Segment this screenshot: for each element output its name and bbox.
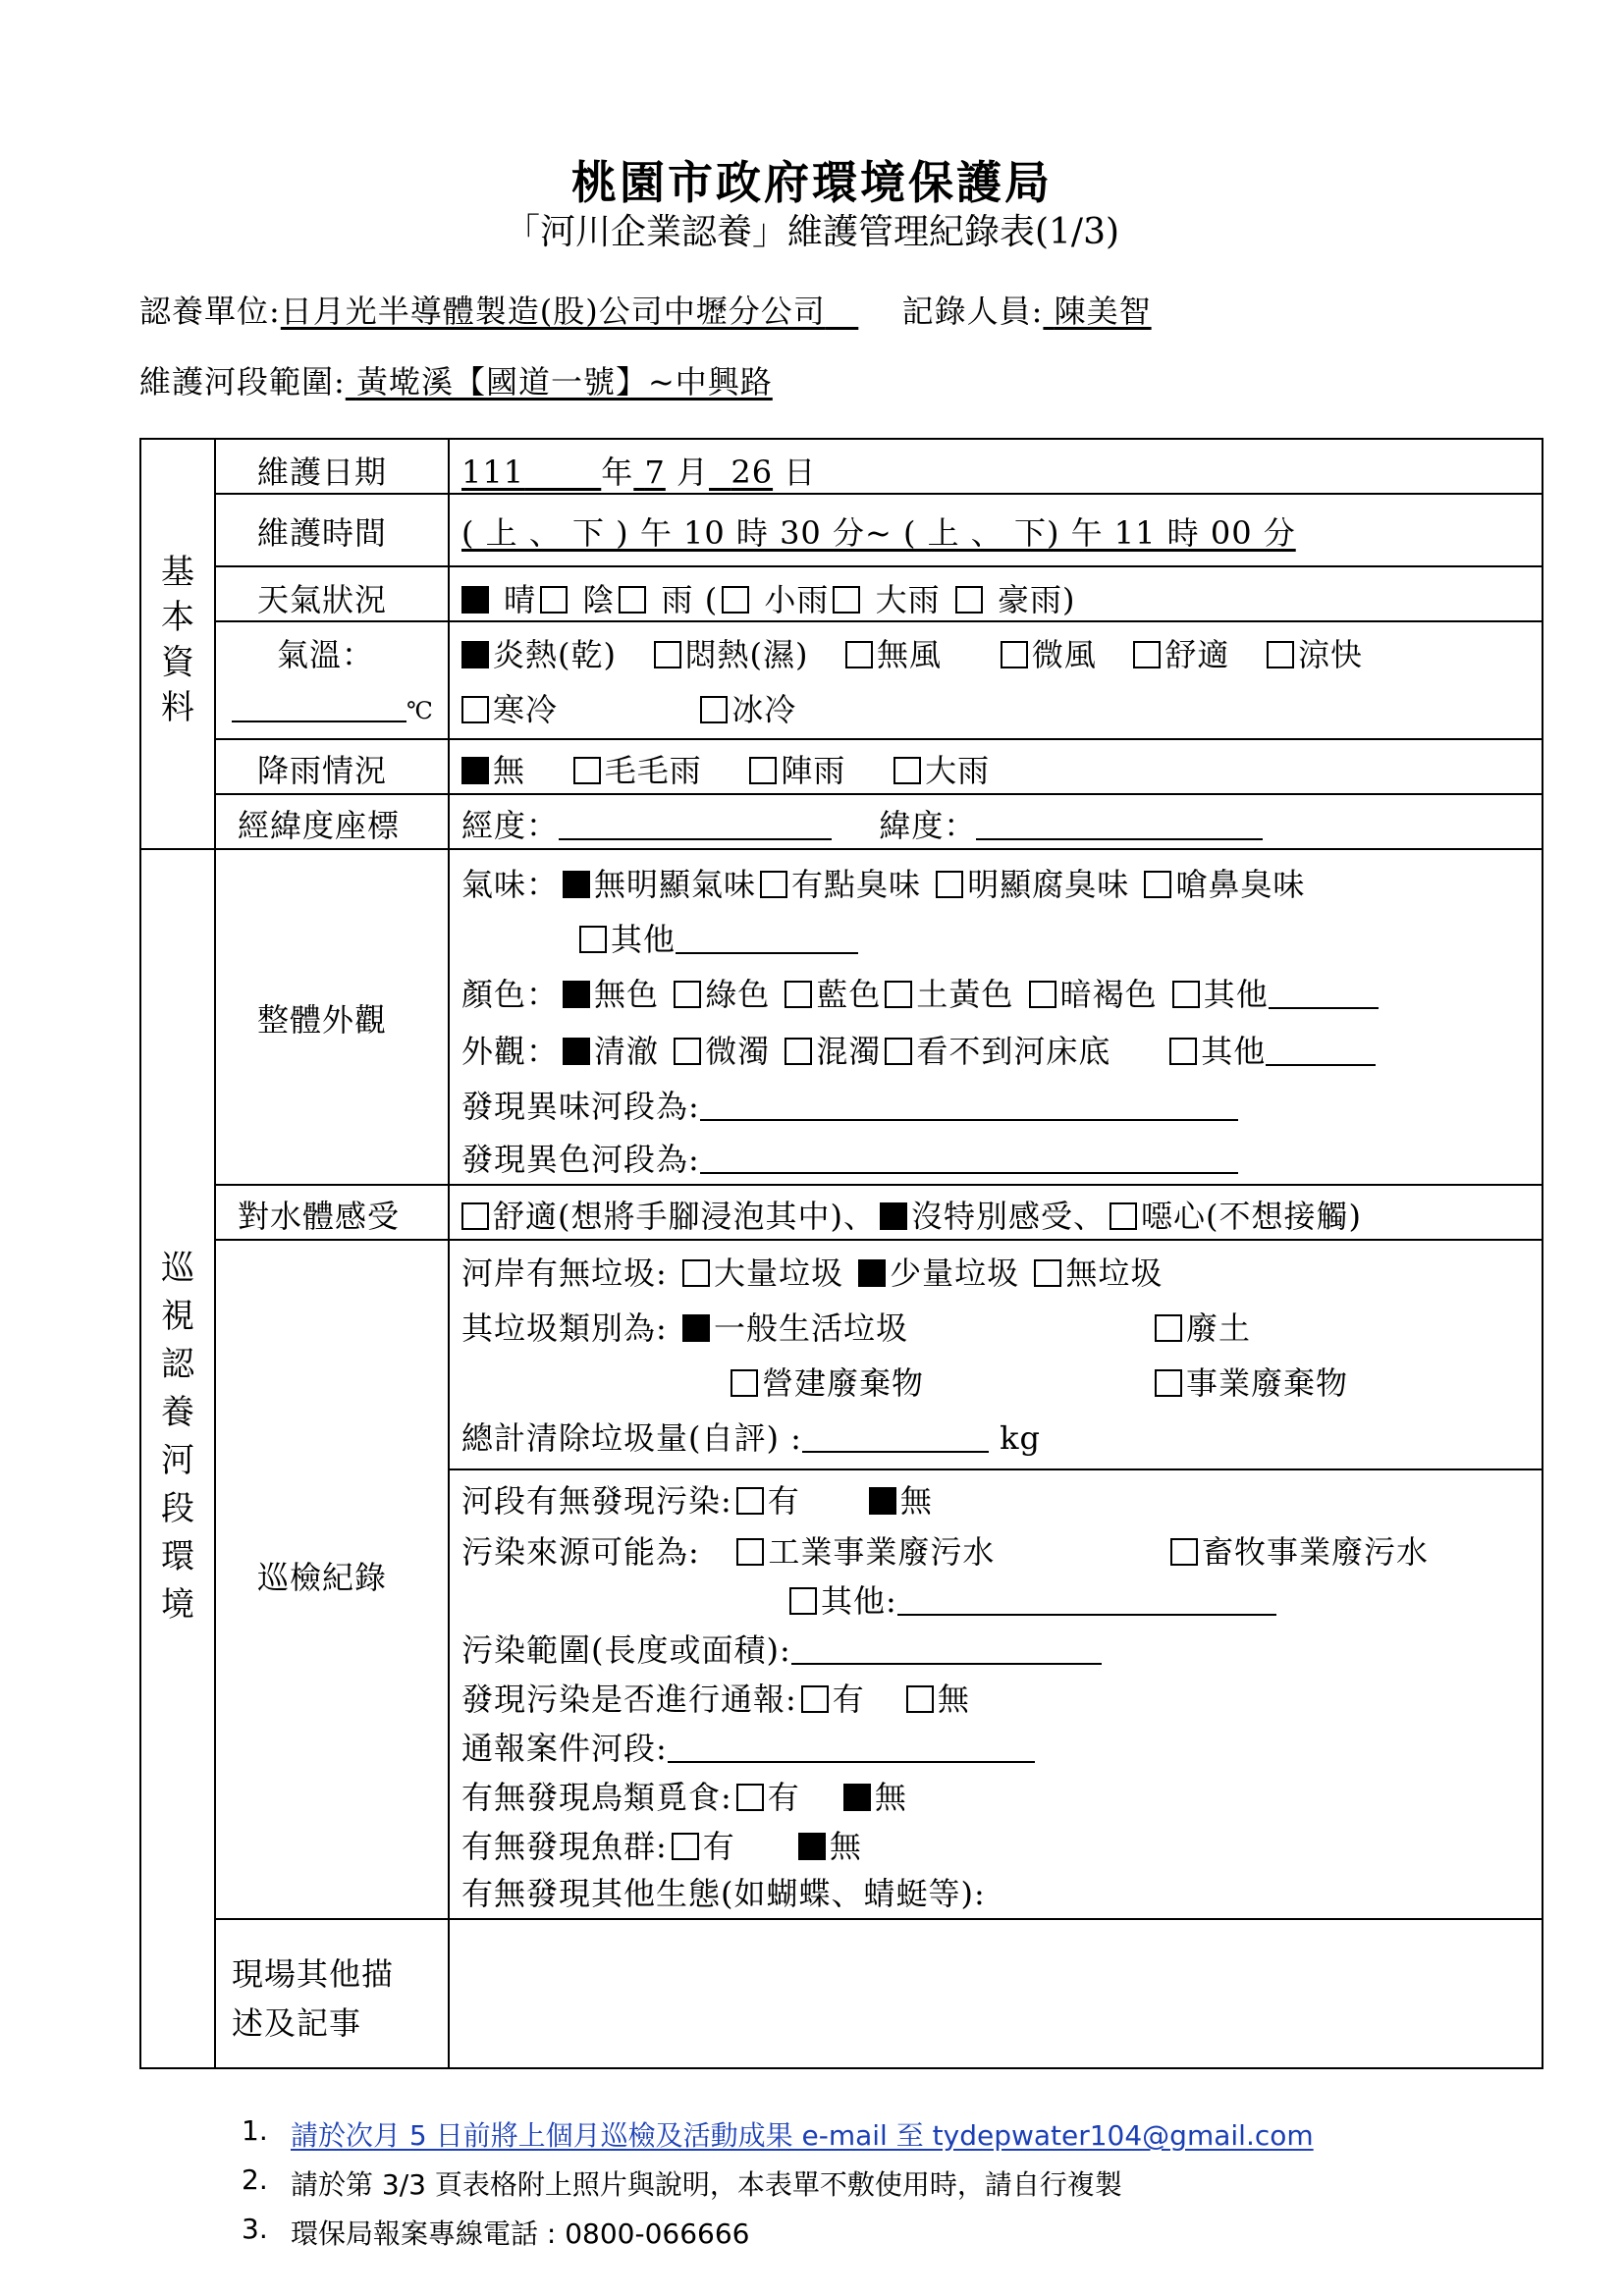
- weather-rain-checkbox[interactable]: [619, 586, 646, 614]
- garbage-small-checkbox[interactable]: [858, 1259, 886, 1287]
- odd-smell-section-row: 發現異味河段為:: [461, 1082, 1238, 1127]
- report-section-input[interactable]: [668, 1760, 1035, 1763]
- garbage-none-checkbox[interactable]: [1034, 1259, 1061, 1287]
- water-feeling-options: 舒適(想將手腳浸泡其中)、 沒特別感受、 噁心(不想接觸): [458, 1192, 1362, 1237]
- range-value: 黃墘溪【國道一號】~中興路: [355, 363, 773, 400]
- temp-breeze-checkbox[interactable]: [1001, 641, 1028, 668]
- garbage-type-row1: 其垃圾類別為: 一般生活垃圾: [461, 1309, 908, 1347]
- color-none-checkbox[interactable]: [563, 981, 590, 1008]
- garbage-total-input[interactable]: [802, 1450, 989, 1453]
- smell-none-checkbox[interactable]: [563, 871, 590, 898]
- temperature-input[interactable]: ℃: [232, 689, 434, 726]
- source-other-item: 其他:: [785, 1576, 1276, 1622]
- adoption-unit-label: 認養單位:: [139, 293, 281, 330]
- weather-sunny-checkbox[interactable]: [461, 586, 489, 614]
- garbage-domestic-checkbox[interactable]: [682, 1314, 710, 1342]
- feel-nothing-special-checkbox[interactable]: [880, 1202, 907, 1230]
- footnote-3: 3. 環保局報案專線電話 : 0800-066666: [242, 2213, 750, 2250]
- footnote-2: 2. 請於第 3/3 頁表格附上照片與說明，本表單不敷使用時，請自行複製: [242, 2163, 1122, 2201]
- weather-label: 天氣狀況: [257, 581, 388, 618]
- color-green-checkbox[interactable]: [674, 981, 701, 1008]
- report-row: 發現污染是否進行通報: 有 無: [461, 1681, 970, 1718]
- temperature-options-row2: 寒冷 冰冷: [458, 685, 796, 730]
- coordinates-fields: 經度： 緯度：: [461, 801, 1263, 846]
- fish-no-checkbox[interactable]: [798, 1833, 826, 1860]
- color-row: 顏色： 無色 綠色 藍色 土黃色 暗褐色 其他: [461, 970, 1379, 1015]
- longitude-input[interactable]: [559, 837, 832, 840]
- garbage-soil-checkbox[interactable]: [1155, 1314, 1182, 1342]
- pollution-no-checkbox[interactable]: [869, 1487, 896, 1515]
- garbage-large-checkbox[interactable]: [682, 1259, 710, 1287]
- water-feeling-label: 對水體感受: [238, 1198, 401, 1235]
- page-subtitle: 「河川企業認養」維護管理紀錄表(1/3): [504, 212, 1120, 252]
- odd-color-section-input[interactable]: [700, 1171, 1238, 1174]
- basic-info-section-label: 基 本 資 料: [161, 553, 194, 727]
- email-instruction-link[interactable]: 請於次月 5 日前將上個月巡檢及活動成果 e-mail 至 tydepwater104@gmail.com: [291, 2119, 1314, 2152]
- pollution-yes-checkbox[interactable]: [736, 1487, 764, 1515]
- other-notes-field[interactable]: [450, 1920, 1540, 2065]
- birds-row: 有無發現鳥類覓食: 有 無: [461, 1779, 907, 1816]
- fish-row: 有無發現魚群: 有 無: [461, 1828, 862, 1865]
- temp-freezing-checkbox[interactable]: [700, 696, 728, 723]
- patrol-section-label: 巡 視 認 養 河 段 環 境: [161, 1249, 194, 1625]
- date-value: 111 年 7 月 26 日: [461, 454, 817, 491]
- source-livestock-item: 畜牧事業廢污水: [1166, 1527, 1429, 1573]
- rain-shower-checkbox[interactable]: [749, 757, 777, 784]
- adoption-unit-value: 日月光半導體製造(股)公司中壢分公司: [280, 293, 826, 330]
- smell-rotten-checkbox[interactable]: [936, 871, 963, 898]
- color-brown-checkbox[interactable]: [1029, 981, 1056, 1008]
- birds-no-checkbox[interactable]: [843, 1784, 871, 1811]
- feel-comfortable-checkbox[interactable]: [461, 1202, 489, 1230]
- weather-options: 晴 陰 雨 ( 小雨 大雨 豪雨): [458, 575, 1075, 620]
- temp-comfortable-checkbox[interactable]: [1133, 641, 1161, 668]
- garbage-industrial-checkbox[interactable]: [1155, 1369, 1182, 1397]
- latitude-input[interactable]: [976, 837, 1263, 840]
- recorder-value: 陳美智: [1054, 293, 1152, 330]
- storm-checkbox[interactable]: [955, 586, 983, 614]
- birds-yes-checkbox[interactable]: [736, 1784, 764, 1811]
- smell-other-row: 其他: [575, 915, 858, 960]
- date-label: 維護日期: [257, 454, 388, 491]
- color-other-input[interactable]: [1269, 1006, 1379, 1009]
- look-slightly-turbid-checkbox[interactable]: [674, 1038, 701, 1065]
- look-other-input[interactable]: [1266, 1063, 1376, 1066]
- temp-cold-checkbox[interactable]: [461, 696, 489, 723]
- temperature-options-row1: 炎熱(乾) 悶熱(濕) 無風 微風 舒適 涼快: [458, 630, 1363, 675]
- smell-row: 氣味： 無明顯氣味 有點臭味 明顯腐臭味 嗆鼻臭味: [461, 866, 1306, 903]
- pollution-source-row: 污染來源可能為: 工業事業廢污水: [461, 1533, 996, 1571]
- other-life-row: 有無發現其他生態(如蝴蝶、蜻蜓等):: [461, 1875, 986, 1912]
- rain-options: 無 毛毛雨 陣雨 大雨: [458, 746, 990, 791]
- look-no-riverbed-checkbox[interactable]: [885, 1038, 912, 1065]
- source-other-checkbox[interactable]: [789, 1587, 817, 1615]
- temp-hot-dry-checkbox[interactable]: [461, 641, 489, 668]
- rain-drizzle-checkbox[interactable]: [573, 757, 601, 784]
- heavy-rain-checkbox[interactable]: [833, 586, 860, 614]
- look-clear-checkbox[interactable]: [563, 1038, 590, 1065]
- pollution-row: 河段有無發現污染: 有 無: [461, 1482, 933, 1520]
- garbage-industrial-item: 事業廢棄物: [1151, 1359, 1348, 1404]
- color-other-checkbox[interactable]: [1172, 981, 1200, 1008]
- garbage-total-row: 總計清除垃圾量(自評) : kg: [461, 1419, 1041, 1457]
- report-section-row: 通報案件河段:: [461, 1724, 1035, 1769]
- page-title: 桃園市政府環境保護局: [571, 156, 1053, 209]
- pollution-range-input[interactable]: [791, 1662, 1102, 1665]
- look-other-checkbox[interactable]: [1169, 1038, 1197, 1065]
- time-label: 維護時間: [257, 514, 388, 552]
- odd-color-section-row: 發現異色河段為:: [461, 1135, 1238, 1180]
- color-yellow-checkbox[interactable]: [885, 981, 912, 1008]
- temp-no-wind-checkbox[interactable]: [845, 641, 873, 668]
- temperature-label: 氣溫：: [277, 636, 375, 673]
- report-yes-checkbox[interactable]: [801, 1685, 829, 1713]
- garbage-construction-item: 營建廢棄物: [727, 1359, 924, 1404]
- smell-pungent-checkbox[interactable]: [1144, 871, 1171, 898]
- smell-other-checkbox[interactable]: [579, 926, 607, 953]
- rain-none-checkbox[interactable]: [461, 757, 489, 784]
- other-notes-label: 現場其他描 述及記事: [232, 1955, 395, 2042]
- look-row: 外觀： 清澈 微濁 混濁 看不到河床底 其他: [461, 1027, 1376, 1072]
- inspection-label: 巡檢紀錄: [257, 1559, 388, 1596]
- weather-cloudy-checkbox[interactable]: [540, 586, 568, 614]
- pollution-range-row: 污染範圍(長度或面積):: [461, 1626, 1102, 1671]
- smell-slight-checkbox[interactable]: [760, 871, 787, 898]
- odd-smell-section-input[interactable]: [700, 1118, 1238, 1121]
- source-livestock-checkbox[interactable]: [1170, 1538, 1198, 1566]
- report-no-checkbox[interactable]: [906, 1685, 934, 1713]
- maintenance-range-row: [139, 357, 773, 402]
- fish-yes-checkbox[interactable]: [672, 1833, 699, 1860]
- recorder-label: 記錄人員:: [901, 293, 1044, 330]
- garbage-row: 河岸有無垃圾: 大量垃圾 少量垃圾 無垃圾: [461, 1255, 1164, 1292]
- smell-other-input[interactable]: [676, 951, 858, 954]
- appearance-label: 整體外觀: [257, 1001, 388, 1039]
- footnote-1: 1. 請於次月 5 日前將上個月巡檢及活動成果 e-mail 至 tydepwater104@gmail.com: [242, 2114, 1314, 2152]
- coordinates-label: 經緯度座標: [238, 807, 401, 844]
- source-industrial-checkbox[interactable]: [736, 1538, 764, 1566]
- rain-label: 降雨情況: [257, 752, 388, 789]
- temp-hot-humid-checkbox[interactable]: [654, 641, 681, 668]
- garbage-soil-item: 廢土: [1151, 1304, 1251, 1349]
- rain-heavy-checkbox[interactable]: [893, 757, 921, 784]
- time-value: ( 上 、 下 ) 午 10 時 30 分~ ( 上 、 下) 午 11 時 00 分: [461, 514, 1296, 552]
- source-other-input[interactable]: [897, 1613, 1276, 1616]
- color-blue-checkbox[interactable]: [785, 981, 812, 1008]
- light-rain-checkbox[interactable]: [722, 586, 749, 614]
- garbage-construction-checkbox[interactable]: [731, 1369, 758, 1397]
- adoption-unit-row: [139, 287, 1152, 332]
- look-turbid-checkbox[interactable]: [785, 1038, 812, 1065]
- temp-cool-checkbox[interactable]: [1267, 641, 1294, 668]
- range-label: 維護河段範圍:: [139, 363, 346, 400]
- feel-disgust-checkbox[interactable]: [1110, 1202, 1137, 1230]
